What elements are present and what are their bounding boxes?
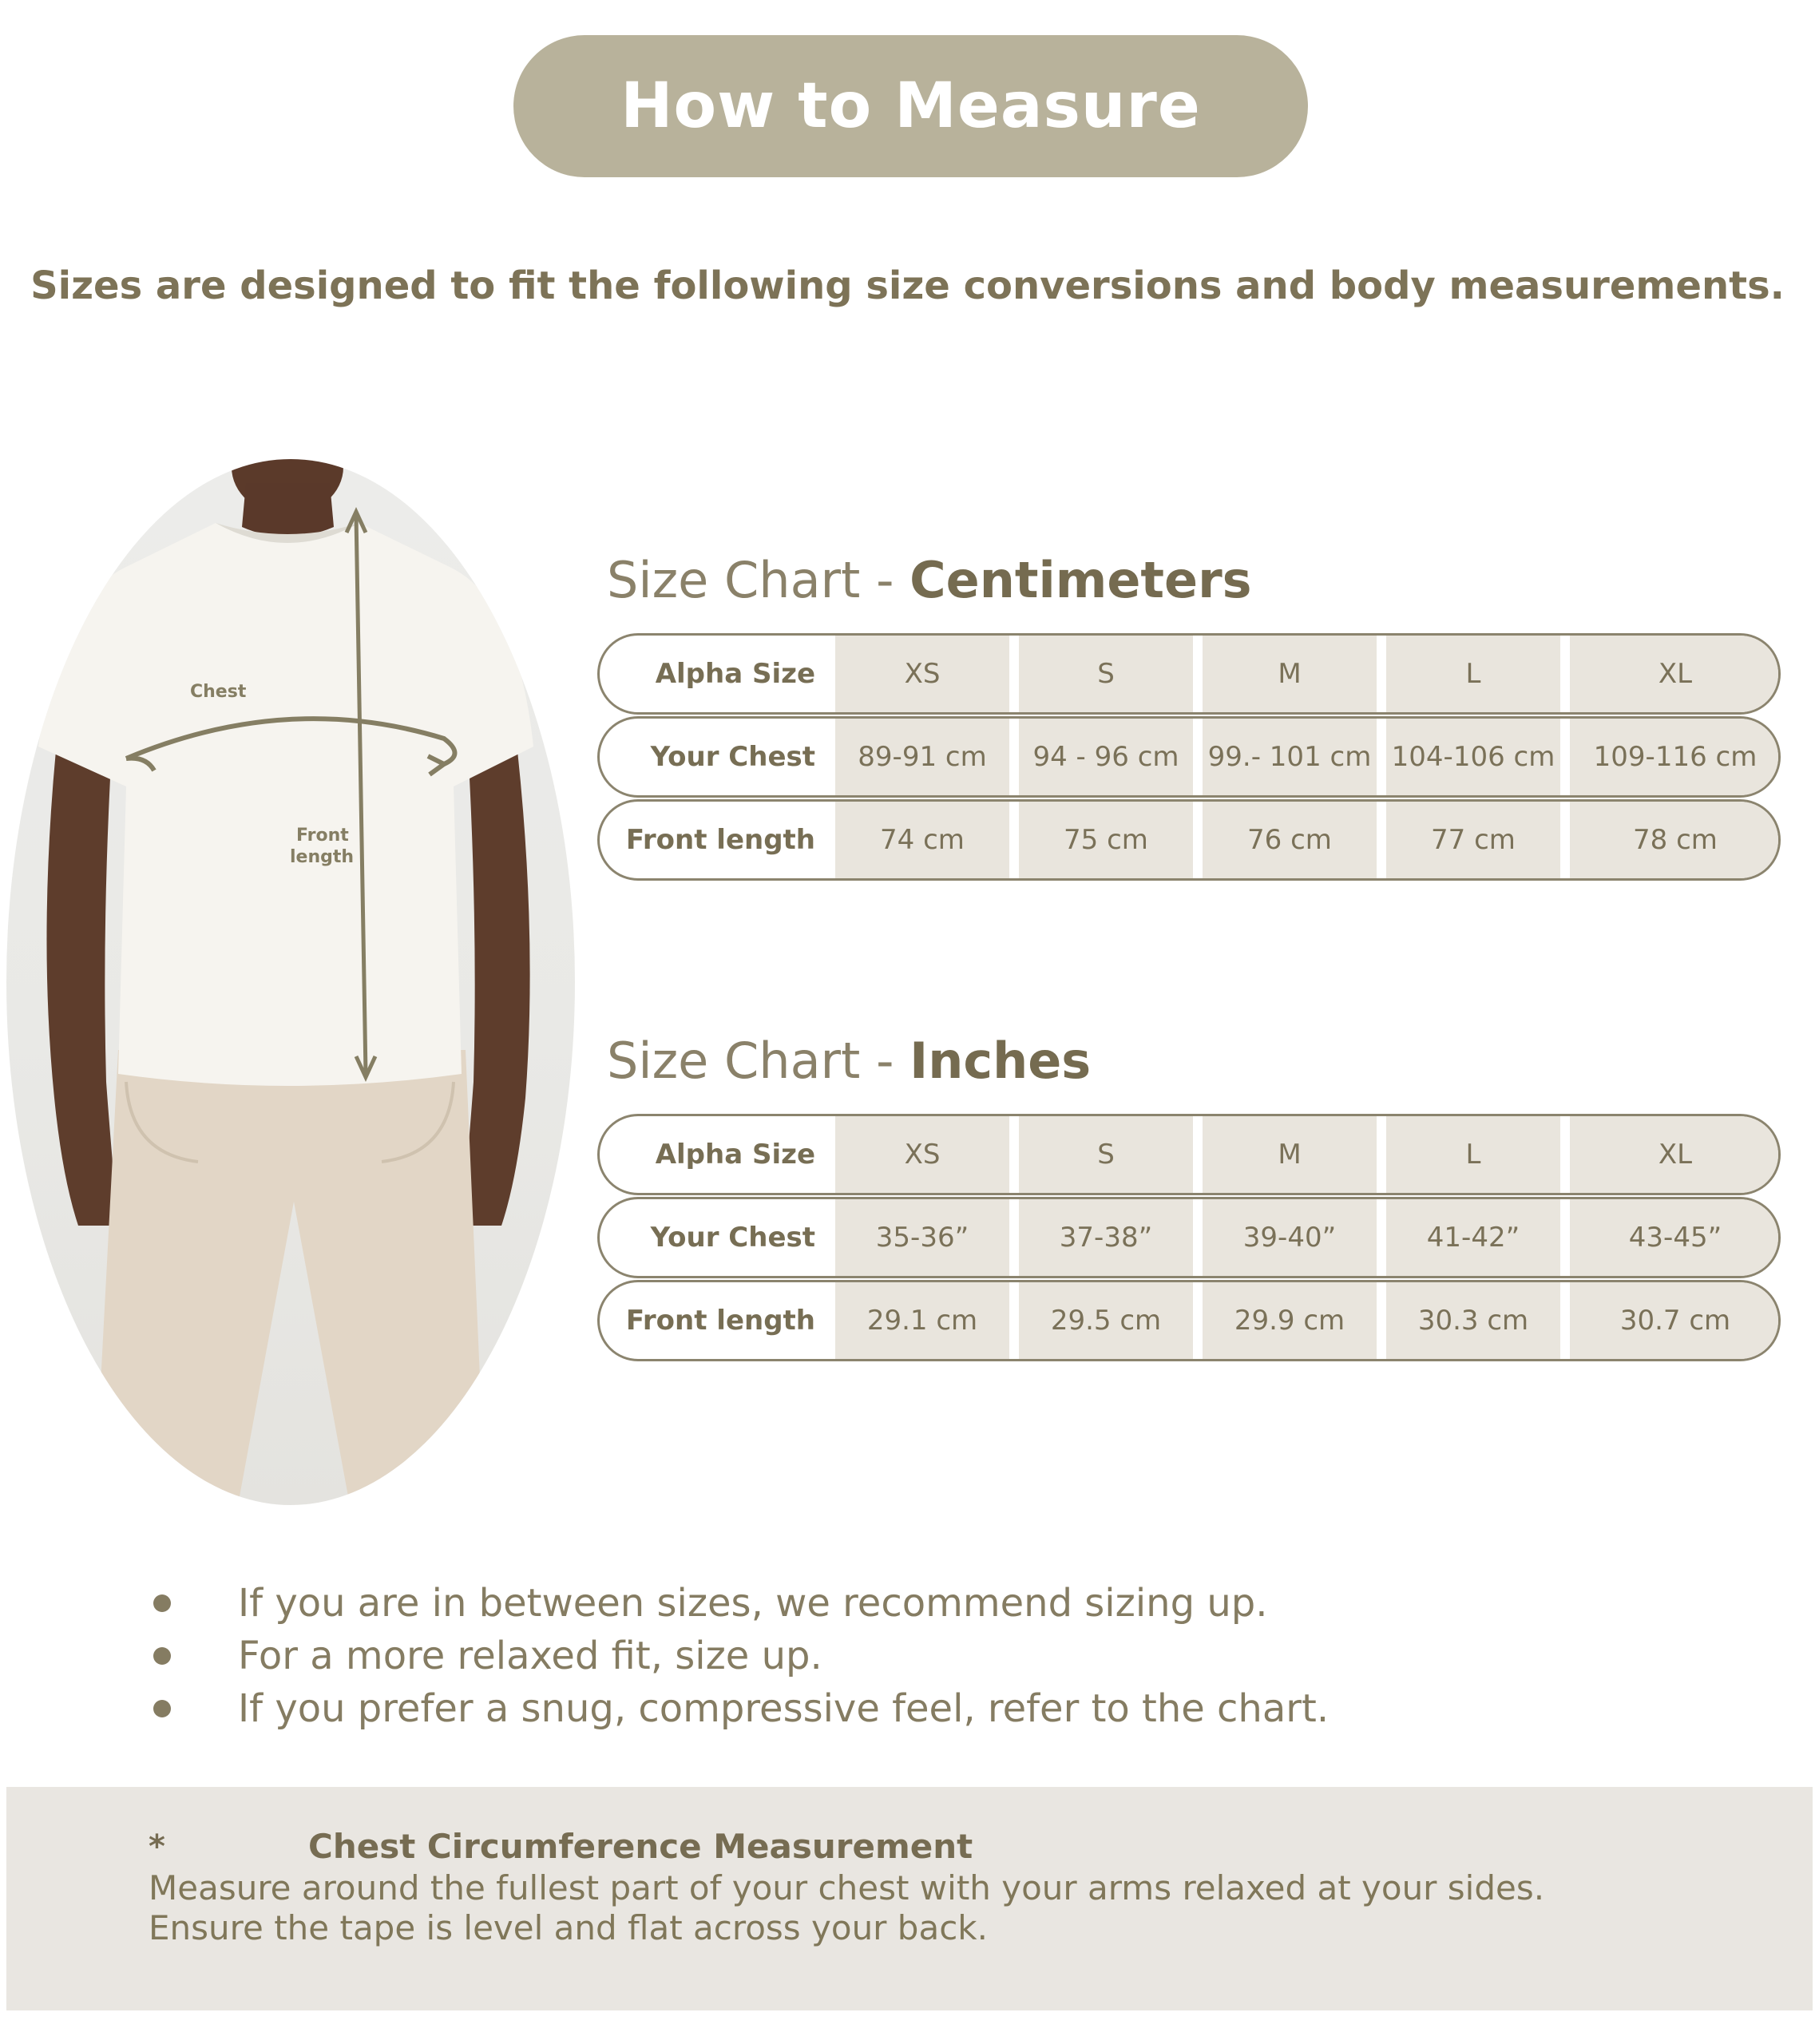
model-illustration: [6, 459, 575, 1505]
row-label: Your Chest: [650, 741, 815, 773]
table-cell: L: [1386, 1116, 1560, 1193]
table-cell: XS: [835, 636, 1009, 712]
intro-text: Sizes are designed to fit the following size conversions and body measurements.: [30, 263, 1785, 308]
table-cell: S: [1019, 636, 1193, 712]
table-cell: 78 cm: [1570, 802, 1781, 878]
table-cell: 74 cm: [835, 802, 1009, 878]
row-label: Front length: [625, 1305, 815, 1337]
cm-heading-unit: Centimeters: [909, 551, 1252, 609]
table-cell: M: [1203, 636, 1377, 712]
table-cell: XS: [835, 1116, 1009, 1193]
in-row-alpha-size: [597, 1114, 1781, 1195]
note-line-2: Ensure the tape is level and flat across your back.: [149, 1908, 988, 1947]
table-cell: 29.9 cm: [1203, 1282, 1377, 1359]
title-banner: [513, 35, 1308, 177]
table-cell: 41-42”: [1386, 1199, 1560, 1276]
bullet-dot-icon: [153, 1647, 171, 1665]
cm-row-front-length: [597, 799, 1781, 881]
bullet-dot-icon: [153, 1700, 171, 1717]
list-item: If you are in between sizes, we recommend sizing up.: [144, 1577, 1329, 1630]
table-cell: 37-38”: [1019, 1199, 1193, 1276]
table-cell: 43-45”: [1570, 1199, 1781, 1276]
table-cell: XL: [1570, 1116, 1781, 1193]
table-cell: 35-36”: [835, 1199, 1009, 1276]
cm-row-alpha-size: [597, 633, 1781, 715]
row-label: Your Chest: [650, 1222, 815, 1254]
table-cell: 76 cm: [1203, 802, 1377, 878]
fit-recommendations: [144, 1577, 1329, 1735]
list-item: If you prefer a snug, compressive feel, refer to the chart.: [144, 1682, 1329, 1735]
note-line-1: Measure around the fullest part of your chest with your arms relaxed at your sides.: [149, 1868, 1545, 1907]
table-cell: 29.1 cm: [835, 1282, 1009, 1359]
list-item: For a more relaxed fit, size up.: [144, 1630, 1329, 1682]
in-chart-heading: [607, 1032, 1091, 1090]
in-heading-unit: Inches: [909, 1032, 1092, 1090]
table-cell: M: [1203, 1116, 1377, 1193]
front-label-line1: Front: [296, 826, 349, 846]
table-cell: 29.5 cm: [1019, 1282, 1193, 1359]
in-row-front-length: [597, 1280, 1781, 1361]
table-cell: 99.- 101 cm: [1203, 719, 1377, 795]
table-cell: XL: [1570, 636, 1781, 712]
table-cell: 89-91 cm: [835, 719, 1009, 795]
row-label: Alpha Size: [655, 1139, 815, 1171]
table-cell: 109-116 cm: [1570, 719, 1781, 795]
front-label-line2: length: [290, 847, 355, 867]
asterisk-marker: *: [149, 1828, 165, 1865]
table-cell: L: [1386, 636, 1560, 712]
chest-label: Chest: [190, 682, 247, 702]
table-cell: 75 cm: [1019, 802, 1193, 878]
table-cell: 30.3 cm: [1386, 1282, 1560, 1359]
table-cell: 104-106 cm: [1386, 719, 1560, 795]
row-label: Alpha Size: [655, 658, 815, 690]
page-title: How to Measure: [620, 70, 1201, 142]
note-heading: Chest Circumference Measurement: [308, 1827, 973, 1866]
row-label: Front length: [625, 824, 815, 856]
bullet-dot-icon: [153, 1594, 171, 1612]
cm-row-your-chest: [597, 716, 1781, 798]
in-row-your-chest: [597, 1197, 1781, 1278]
table-cell: 77 cm: [1386, 802, 1560, 878]
cm-chart-heading: [607, 551, 1252, 609]
model-figure: [6, 459, 575, 1505]
table-cell: 30.7 cm: [1570, 1282, 1781, 1359]
table-cell: 94 - 96 cm: [1019, 719, 1193, 795]
table-cell: S: [1019, 1116, 1193, 1193]
chest-measurement-note: [6, 1787, 1813, 2010]
in-heading-prefix: Size Chart -: [607, 1032, 910, 1090]
table-cell: 39-40”: [1203, 1199, 1377, 1276]
cm-heading-prefix: Size Chart -: [607, 551, 910, 609]
